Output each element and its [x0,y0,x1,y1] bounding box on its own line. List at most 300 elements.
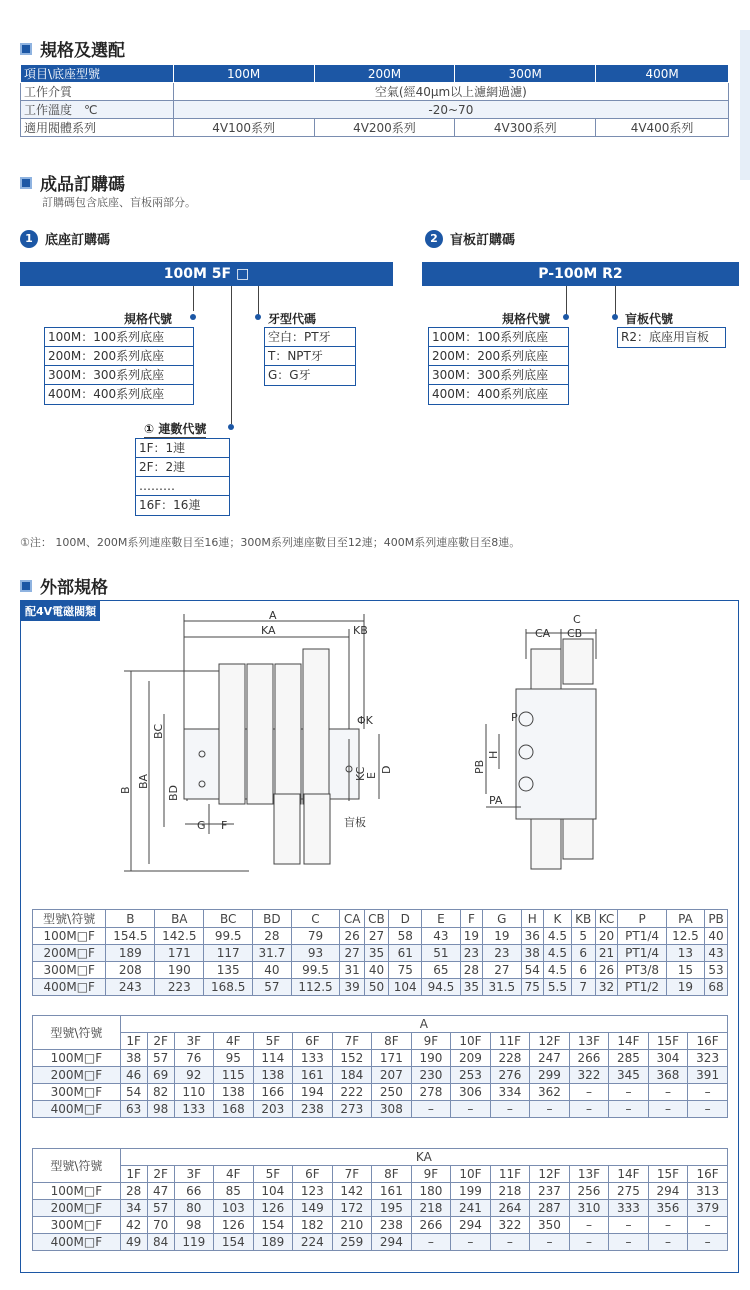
table-cell: 126 [214,1217,254,1234]
table-cell: 379 [688,1200,728,1217]
table-cell: 228 [490,1050,530,1067]
column-header: 9F [411,1033,451,1050]
table-cell: 100M□F [33,1050,121,1067]
table-cell: 218 [411,1200,451,1217]
table-cell: – [609,1234,649,1251]
table-cell: 104 [389,979,422,996]
table-cell: 70 [147,1217,174,1234]
thread-code-label: 牙型代碼 [268,312,317,326]
base-order-heading: 1 底座訂購碼 [20,229,110,248]
table-header-row [33,1166,728,1183]
table-cell: 4.5 [544,928,572,945]
column-header: 15F [648,1166,688,1183]
column-header: 15F [648,1033,688,1050]
table-cell: – [688,1234,728,1251]
table-header-cell: F [460,910,483,928]
list-item: 空白：PT牙 [265,328,355,347]
table-cell: 243 [106,979,155,996]
corner-cell: 型號\符號 [33,1016,121,1050]
table-cell: 95 [214,1050,254,1067]
table-header-cell: B [106,910,155,928]
dim-label: A [269,609,277,622]
column-header: 14F [609,1166,649,1183]
blank-spec-label: 規格代號 [502,312,551,326]
table-cell: 43 [422,928,460,945]
table-cell: – [688,1217,728,1234]
table-cell: – [688,1084,728,1101]
table-cell: 195 [372,1200,412,1217]
table-cell: 21 [595,945,618,962]
table-cell: 84 [147,1234,174,1251]
table-cell: 313 [688,1183,728,1200]
table-header-cell: K [544,910,572,928]
list-item: 100M：100系列底座 [429,328,568,347]
table-row [33,1183,728,1200]
table-cell: 26 [595,962,618,979]
row-value: 4V100系列 [173,119,314,137]
table-row [33,1217,728,1234]
table-cell: 119 [174,1234,214,1251]
column-header: 12F [530,1033,570,1050]
column-header: 10F [451,1033,491,1050]
column-header: 6F [293,1033,333,1050]
table-row [33,928,728,945]
dim-label: H [487,750,500,759]
table-header-cell: 200M [314,65,455,83]
table-cell: 266 [411,1217,451,1234]
dim-label: ΦK [357,714,373,727]
table-cell: – [490,1101,530,1118]
table-cell: – [530,1234,570,1251]
table-cell: 333 [609,1200,649,1217]
table-cell: 38 [521,945,544,962]
table-cell: 63 [120,1101,147,1118]
dim-label: PA [489,794,503,807]
table-cell: 82 [147,1084,174,1101]
table-cell: 4.5 [544,945,572,962]
dim-label: F [221,819,228,832]
table-cell: 79 [291,928,340,945]
table-cell: 241 [451,1200,491,1217]
table-cell: 166 [253,1084,293,1101]
order-note: ①注： 100M、200M系列連座數目至16連；300M系列連座數目至12連；400M系列連座數目至8連。 [20,536,521,549]
table-cell: 152 [332,1050,372,1067]
table-cell: 28 [120,1183,147,1200]
table-cell: 154.5 [106,928,155,945]
table-cell: 190 [155,962,204,979]
table-cell: – [648,1217,688,1234]
table-cell: 51 [422,945,460,962]
table-row [21,119,729,137]
column-header: 13F [569,1166,609,1183]
table-cell: 161 [372,1183,412,1200]
column-header: 2F [147,1033,174,1050]
column-header: 16F [688,1033,728,1050]
table-cell: 99.5 [204,928,253,945]
table-cell: 218 [490,1183,530,1200]
table-cell: 50 [364,979,388,996]
table-cell: 200M□F [33,945,106,962]
table-cell: 184 [332,1067,372,1084]
table-cell: 400M□F [33,979,106,996]
table-header-cell: CA [340,910,364,928]
table-cell: 5 [571,928,595,945]
table-cell: 300M□F [33,1084,121,1101]
column-header: 10F [451,1166,491,1183]
dim-label: KA [261,624,276,637]
table-header-row [33,1033,728,1050]
table-cell: 135 [204,962,253,979]
table-cell: 171 [155,945,204,962]
table-cell: 75 [389,962,422,979]
table-cell: 27 [340,945,364,962]
table-cell: 104 [253,1183,293,1200]
list-item: 100M：100系列底座 [45,328,193,347]
ext-section-title: 外部規格 [20,573,108,598]
dim-label: KB [353,624,368,637]
table-cell: 189 [253,1234,293,1251]
table-row [33,1050,728,1067]
table-header-cell: 型號\符號 [33,910,106,928]
table-cell: 49 [120,1234,147,1251]
table-cell: 224 [293,1234,333,1251]
table-cell: 223 [155,979,204,996]
table-cell: 23 [460,945,483,962]
list-item: 200M：200系列底座 [429,347,568,366]
table-cell: 19 [460,928,483,945]
table-cell: 75 [521,979,544,996]
order-section-title: 成品訂購碼 [20,170,125,195]
table-cell: 322 [490,1217,530,1234]
thread-code-list [264,327,356,386]
dim-label: KC [354,766,367,781]
table-cell: 85 [214,1183,254,1200]
column-header: 4F [214,1166,254,1183]
row-value: -20~70 [173,101,728,119]
table-cell: 200M□F [33,1067,121,1084]
dim-label: BC [152,723,165,739]
table-header-row [21,65,729,83]
table-row [33,1084,728,1101]
column-header: 8F [372,1166,412,1183]
table-cell: 250 [372,1084,412,1101]
number-1-icon: 1 [20,230,38,248]
table-row [33,1234,728,1251]
side-thumbnail [740,30,750,180]
table-cell: 182 [293,1217,333,1234]
table-cell: 238 [293,1101,333,1118]
table-cell: 285 [609,1050,649,1067]
count-code-label: ① 連數代號 [144,422,207,436]
table-row [21,83,729,101]
column-header: 5F [253,1033,293,1050]
table-cell: 54 [521,962,544,979]
table-cell: 208 [106,962,155,979]
table-cell: 117 [204,945,253,962]
table-cell: 27 [483,962,521,979]
table-cell: 345 [609,1067,649,1084]
dim-label: BA [137,773,150,789]
table-header-cell: 100M [173,65,314,83]
spec-table [20,64,729,137]
row-value: 4V200系列 [314,119,455,137]
table-cell: 287 [530,1200,570,1217]
list-item: 1F：1連 [136,439,229,458]
table-cell: 23 [483,945,521,962]
table-cell: – [569,1084,609,1101]
table-cell: 19 [666,979,704,996]
table-cell: 308 [372,1101,412,1118]
number-2-icon: 2 [425,230,443,248]
table-cell: 4.5 [544,962,572,979]
table-cell: 35 [364,945,388,962]
table-cell: 68 [705,979,728,996]
table-cell: 154 [214,1234,254,1251]
square-bullet-icon [20,580,32,592]
table-cell: 100M□F [33,928,106,945]
column-header: 16F [688,1166,728,1183]
list-item: 400M：400系列底座 [432,387,549,401]
column-header: 14F [609,1033,649,1050]
table-cell: – [569,1217,609,1234]
table-cell: 400M□F [33,1234,121,1251]
list-item: ……… [136,477,229,496]
table-cell: 138 [253,1067,293,1084]
table-row [33,979,728,996]
table-header-row [33,910,728,928]
dim-label: 盲板 [344,816,366,829]
table-cell: 209 [451,1050,491,1067]
table-header-cell: KC [595,910,618,928]
table-header-cell: BC [204,910,253,928]
column-header: 1F [120,1033,147,1050]
column-header: 3F [174,1166,214,1183]
table-cell: 199 [451,1183,491,1200]
table-cell: 31.5 [483,979,521,996]
table-cell: 28 [460,962,483,979]
table-cell: 222 [332,1084,372,1101]
blank-order-heading: 2 盲板訂購碼 [425,229,515,248]
row-value: 空氣(經40μm以上濾網過濾) [173,83,728,101]
table-cell: 264 [490,1200,530,1217]
list-item: 200M：200系列底座 [45,347,193,366]
row-label: 工作介質 [21,83,174,101]
side-view-drawing [471,609,671,879]
table-cell: – [609,1084,649,1101]
table-cell: 99.5 [291,962,340,979]
table-cell: 93 [291,945,340,962]
column-header: 9F [411,1166,451,1183]
table-header-cell: D [389,910,422,928]
order-subtitle: 訂購碼包含底座、盲板兩部分。 [42,196,196,209]
table-cell: 69 [147,1067,174,1084]
table-cell: 278 [411,1084,451,1101]
table-cell: PT1/4 [618,928,666,945]
table-cell: 28 [253,928,291,945]
table-cell: 103 [214,1200,254,1217]
table-cell: – [648,1101,688,1118]
table-cell: 46 [120,1067,147,1084]
table-cell: 133 [293,1050,333,1067]
table-cell: 304 [648,1050,688,1067]
table-cell: 138 [214,1084,254,1101]
column-header: 5F [253,1166,293,1183]
table-cell: 207 [372,1067,412,1084]
ext-spec-frame [20,600,739,1273]
dim-label: C [573,613,581,626]
table-cell: 210 [332,1217,372,1234]
table-cell: 40 [705,928,728,945]
table-cell: 19 [483,928,521,945]
table-cell: 168 [214,1101,254,1118]
table-cell: 400M□F [33,1101,121,1118]
table-cell: – [648,1084,688,1101]
table-row [33,1200,728,1217]
table-cell: 323 [688,1050,728,1067]
table-cell: – [411,1234,451,1251]
square-bullet-icon [20,43,32,55]
group-header: KA [120,1149,727,1166]
blank-code-bar: P-100M R2 [422,262,739,286]
row-value: 4V300系列 [455,119,596,137]
table-row [33,945,728,962]
table-cell: 154 [253,1217,293,1234]
table-cell: 161 [293,1067,333,1084]
dim-label: D [380,765,393,774]
table-cell: 38 [120,1050,147,1067]
row-value: 4V400系列 [596,119,729,137]
table-cell: 20 [595,928,618,945]
table-cell: 194 [293,1084,333,1101]
dim-label: G [197,819,206,832]
table-header-cell: H [521,910,544,928]
table-cell: 334 [490,1084,530,1101]
table-cell: 180 [411,1183,451,1200]
table-cell: 172 [332,1200,372,1217]
table-cell: 35 [460,979,483,996]
table-cell: PT1/4 [618,945,666,962]
table-cell: 253 [451,1067,491,1084]
table-cell: 40 [253,962,291,979]
dim-label: BD [167,784,180,801]
table-cell: 168.5 [204,979,253,996]
table-cell: 80 [174,1200,214,1217]
table-cell: – [569,1234,609,1251]
table-cell: 356 [648,1200,688,1217]
column-header: 12F [530,1166,570,1183]
table-cell: 391 [688,1067,728,1084]
table-cell: 31.7 [253,945,291,962]
front-view-drawing [109,609,394,879]
table-cell: 57 [253,979,291,996]
table-cell: PT3/8 [618,962,666,979]
dim-label: P [511,711,518,724]
table-cell: 32 [595,979,618,996]
spec-code-list [44,327,194,405]
table-header-row [33,1016,728,1033]
table-cell: 114 [253,1050,293,1067]
table-cell: 6 [571,962,595,979]
table-cell: 27 [364,928,388,945]
table-header-cell: KB [571,910,595,928]
table-cell: 126 [253,1200,293,1217]
column-header: 11F [490,1033,530,1050]
table-row [33,1101,728,1118]
table-header-cell: CB [364,910,388,928]
table-cell: 256 [569,1183,609,1200]
table-row [33,962,728,979]
table-cell: 65 [422,962,460,979]
table-cell: 299 [530,1067,570,1084]
table-cell: 190 [411,1050,451,1067]
table-cell: 13 [666,945,704,962]
table-header-cell: 項目\底座型號 [21,65,174,83]
table-cell: 92 [174,1067,214,1084]
table-cell: 34 [120,1200,147,1217]
table-cell: 300M□F [33,962,106,979]
table-header-row [33,1149,728,1166]
plate-code-list [617,327,726,348]
table-header-cell: PA [666,910,704,928]
table-header-cell: C [291,910,340,928]
table-cell: 237 [530,1183,570,1200]
list-item: T：NPT牙 [265,347,355,366]
table-header-cell: PB [705,910,728,928]
table-cell: 40 [364,962,388,979]
table-cell: 203 [253,1101,293,1118]
table-cell: 362 [530,1084,570,1101]
table-cell: 6 [571,945,595,962]
dim-label: PB [473,759,486,774]
table-cell: 247 [530,1050,570,1067]
table-cell: 36 [521,928,544,945]
table-cell: 42 [120,1217,147,1234]
table-cell: 98 [174,1217,214,1234]
list-item: 400M：400系列底座 [48,387,165,401]
count-code-list [135,438,230,516]
table-cell: 57 [147,1200,174,1217]
table-cell: 100M□F [33,1183,121,1200]
column-header: 3F [174,1033,214,1050]
table-cell: 47 [147,1183,174,1200]
table-cell: 7 [571,979,595,996]
spec-section-title: 規格及選配 [20,36,125,61]
table-cell: – [609,1217,649,1234]
dim-label: E [365,772,378,779]
dim-label: B [119,786,132,794]
table-cell: 112.5 [291,979,340,996]
column-header: 7F [332,1166,372,1183]
table-cell: 275 [609,1183,649,1200]
table-cell: – [609,1101,649,1118]
table-cell: 12.5 [666,928,704,945]
blank-spec-list [428,327,569,405]
table-cell: 115 [214,1067,254,1084]
table-cell: 238 [372,1217,412,1234]
table-cell: – [530,1101,570,1118]
table-cell: 98 [147,1101,174,1118]
table-cell: 43 [705,945,728,962]
table-row [33,1067,728,1084]
square-bullet-icon [20,177,32,189]
table-header-cell: P [618,910,666,928]
column-header: 6F [293,1166,333,1183]
table-row [21,101,729,119]
table-cell: 58 [389,928,422,945]
column-header: 7F [332,1033,372,1050]
table-cell: 133 [174,1101,214,1118]
table-cell: – [490,1234,530,1251]
